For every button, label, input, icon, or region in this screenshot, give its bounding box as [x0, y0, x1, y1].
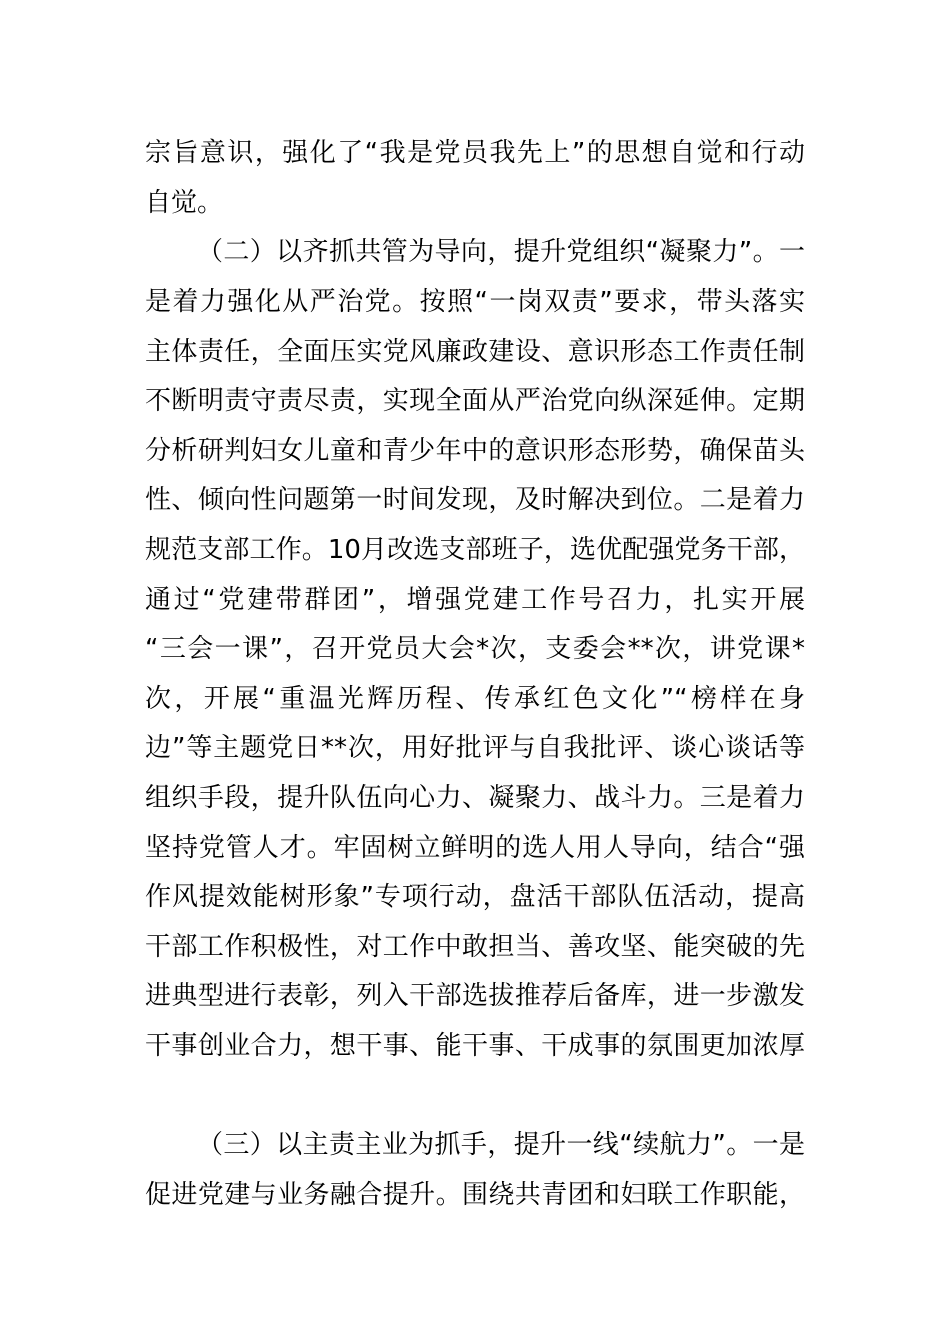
paragraph-line: “三会一课”，召开党员大会*次，支委会**次，讲党课* — [145, 634, 805, 664]
paragraph-line: 干事创业合力，想干事、能干事、干成事的氛围更加浓厚 — [145, 1031, 805, 1061]
section-heading-line: （三）以主责主业为抓手，提升一线“续航力”。一是 — [197, 1130, 805, 1160]
paragraph-line: 干部工作积极性，对工作中敢担当、善攻坚、能突破的先 — [145, 932, 805, 962]
paragraph-line: 分析研判妇女儿童和青少年中的意识形态形势，确保苗头 — [145, 436, 805, 466]
paragraph-line: 进典型进行表彰，列入干部选拔推荐后备库，进一步激发 — [145, 981, 805, 1011]
paragraph-line: 作风提效能树形象”专项行动，盘活干部队伍活动，提高 — [145, 882, 805, 912]
paragraph-line: 主体责任，全面压实党风廉政建设、意识形态工作责任制 — [145, 337, 805, 367]
paragraph-line: 通过“党建带群团”，增强党建工作号召力，扎实开展 — [145, 585, 805, 615]
paragraph-line: 宗旨意识，强化了“我是党员我先上”的思想自觉和行动 — [145, 138, 805, 168]
paragraph-line: 坚持党管人才。牢固树立鲜明的选人用人导向，结合“强 — [145, 833, 805, 863]
paragraph-line: 促进党建与业务融合提升。围绕共青团和妇联工作职能， — [145, 1180, 805, 1210]
paragraph-line: 次，开展“重温光辉历程、传承红色文化”“榜样在身 — [145, 684, 805, 714]
paragraph-line: 组织手段，提升队伍向心力、凝聚力、战斗力。三是着力 — [145, 783, 805, 813]
paragraph-line: 规范支部工作。10月改选支部班子，选优配强党务干部， — [145, 535, 805, 565]
paragraph-line: 边”等主题党日**次，用好批评与自我批评、谈心谈话等 — [145, 733, 805, 763]
paragraph-line: 不断明责守责尽责，实现全面从严治党向纵深延伸。定期 — [145, 386, 805, 416]
paragraph-line: 性、倾向性问题第一时间发现，及时解决到位。二是着力 — [145, 485, 805, 515]
paragraph-line: 是着力强化从严治党。按照“一岗双责”要求，带头落实 — [145, 287, 805, 317]
section-heading-line: （二）以齐抓共管为导向，提升党组织“凝聚力”。一 — [197, 237, 805, 267]
paragraph-line: 自觉。 — [145, 188, 224, 218]
